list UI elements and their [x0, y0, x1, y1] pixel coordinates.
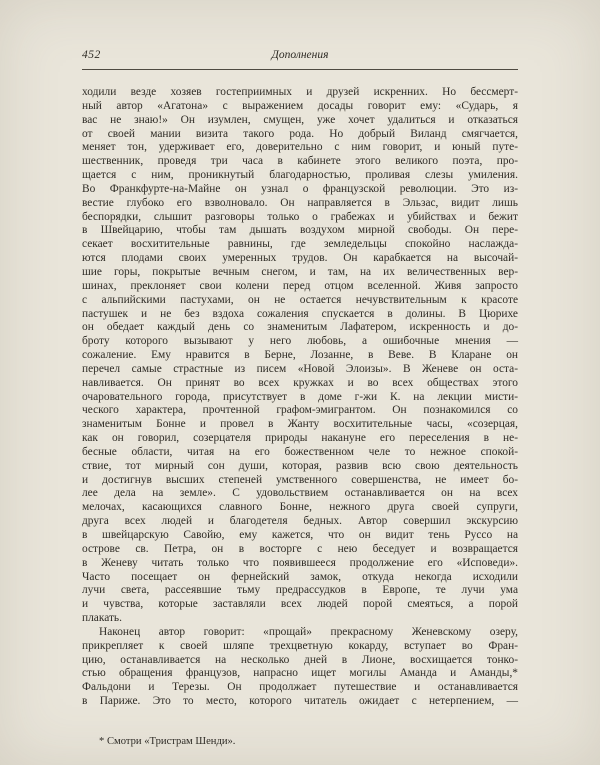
- running-title: Дополнения: [271, 49, 329, 61]
- text-line: лее дела на земле». С удовольствием останавливается он на всех: [82, 487, 518, 500]
- text-line: очаровательного города, присутствует в доме г-жи К. на лекции мисти-: [82, 390, 518, 403]
- text-line: меняет тон, удерживает его, доверительно с ним говорит, и юный путе-: [82, 141, 518, 154]
- text-line: ный автор «Агатона» с выражением досады говорит ему: «Сударь, я: [82, 99, 518, 112]
- text-line: как он говорил, созерцателя природы накануне его переселения в не-: [82, 432, 518, 445]
- text-line: мелочах, касающихся славного Бонне, нежного друга своей супруги,: [82, 501, 518, 514]
- text-line: в Женеву читать только что появившееся продолжение его «Исповеди».: [82, 556, 518, 569]
- text-line: прикрепляет к своей шляпе трехцветную кокарду, вступает во Фран-: [82, 639, 518, 652]
- text-line: в Париже. Это то место, которого читатель ожидает с нетерпением, —: [82, 695, 518, 708]
- text-line: знаменитым Бонне и провел в Жанту восхитительные часы, «созерцая,: [82, 418, 518, 431]
- text-line: плакать.: [82, 612, 122, 625]
- page-header: [82, 49, 518, 64]
- text-line: друга всех людей и благодетеля бедных. Автор совершил экскурсию: [82, 515, 518, 528]
- text-line: острове св. Петра, он в восторге с нею беседует и возвращается: [82, 542, 518, 555]
- text-line: Фальдони и Терезы. Он продолжает путешествие и останавливается: [82, 681, 518, 694]
- text-line: щается с ним, проникнутый благодарностью, проливая слезы умиления.: [82, 169, 518, 182]
- page-number: 452: [82, 49, 101, 61]
- text-line: ются плодами своих умеренных трудов. Он карабкается на высочай-: [82, 252, 518, 265]
- text-line: Наконец автор говорит: «прощай» прекрасному Женевскому озеру,: [99, 625, 518, 638]
- text-line: от своей мании визита такого рода. Но добрый Виланд смягчается,: [82, 127, 518, 140]
- text-line: пастушек и не без вздоха сожаления спускается в долины. В Цюрихе: [82, 307, 518, 320]
- paragraph: [82, 626, 518, 709]
- text-line: ствие, тот мирный сон души, которая, развив всю свою деятельность: [82, 459, 518, 472]
- text-line: он обедает каждый день со знаменитым Лафатером, искренность и до-: [82, 321, 518, 334]
- text-line: вас не знаю!» Он изумлен, смущен, уже хочет удалиться и отказаться: [82, 113, 518, 126]
- text-line: ходили везде хозяев гостеприимных и друзей искренних. Но бессмерт-: [82, 86, 518, 98]
- footnote: * Смотри «Тристрам Шенди».: [99, 736, 236, 747]
- text-line: и чувства, которые заставляли всех людей порой смеяться, а порой: [82, 598, 518, 611]
- header-rule: [82, 69, 518, 70]
- text-line: навливается. Он принят во всех кружках и во всех обществах этого: [82, 376, 518, 389]
- text-line: вестие глубоко его взволновало. Он направляется в Эльзас, видит лишь: [82, 196, 518, 209]
- text-line: бесные области, читая на его божественном челе то нежное спокой-: [82, 445, 518, 458]
- text-line: секает восхитительные равнины, где земледельцы спокойно наслажда-: [82, 238, 518, 251]
- text-line: Во Франкфурте-на-Майне он узнал о французской революции. Это из-: [82, 182, 518, 195]
- text-line: и достигнув высших степеней умственного совершенства, не имеет бо-: [82, 473, 518, 486]
- text-line: перечел самые страстные из писем «Новой Элоизы». В Женеве он оста-: [82, 362, 518, 375]
- text-line: лучи света, рассеявшие тьму предрассудков в Европе, те лучи ума: [82, 584, 518, 597]
- body-text: [82, 86, 518, 709]
- text-line: беспорядки, слышит разговоры только о грабежах и убийствах и бежит: [82, 210, 518, 223]
- text-line: с альпийскими пастухами, он не остается нечувствительным к красоте: [82, 293, 518, 306]
- text-line: шие горы, покрытые вечным снегом, и там, на их величественных вер-: [82, 265, 518, 278]
- text-line: броту которого вызывают у него любовь, а ошибочные мнения —: [82, 335, 518, 348]
- text-line: Часто посещает он фернейский замок, откуда некогда исходили: [82, 570, 518, 583]
- text-line: в швейцарскую Савойю, ему кажется, что он видит тень Руссо на: [82, 529, 518, 541]
- text-line: сожаление. Ему нравится в Берне, Лозанне, в Веве. В Кларане он: [82, 349, 518, 362]
- text-line: в Швейцарию, чтобы там дышать воздухом мирной свободы. Он пере-: [82, 224, 518, 237]
- text-line: стью обращения французов, напрасно ищет могилы Аманда и Аманды,*: [82, 667, 518, 680]
- text-line: шинах, преклоняет свои колени перед отцом вселенной. Живя запросто: [82, 279, 518, 292]
- text-line: цию, останавливается на несколько дней в Лионе, восхищается тонко-: [82, 653, 518, 666]
- text-line: ческого характера, прочтенной графом-эмигрантом. Он познакомился со: [82, 404, 518, 417]
- text-line: шественник, проведя три часа в кабинете этого великого поэта, про-: [82, 155, 518, 168]
- paragraph: [82, 86, 518, 626]
